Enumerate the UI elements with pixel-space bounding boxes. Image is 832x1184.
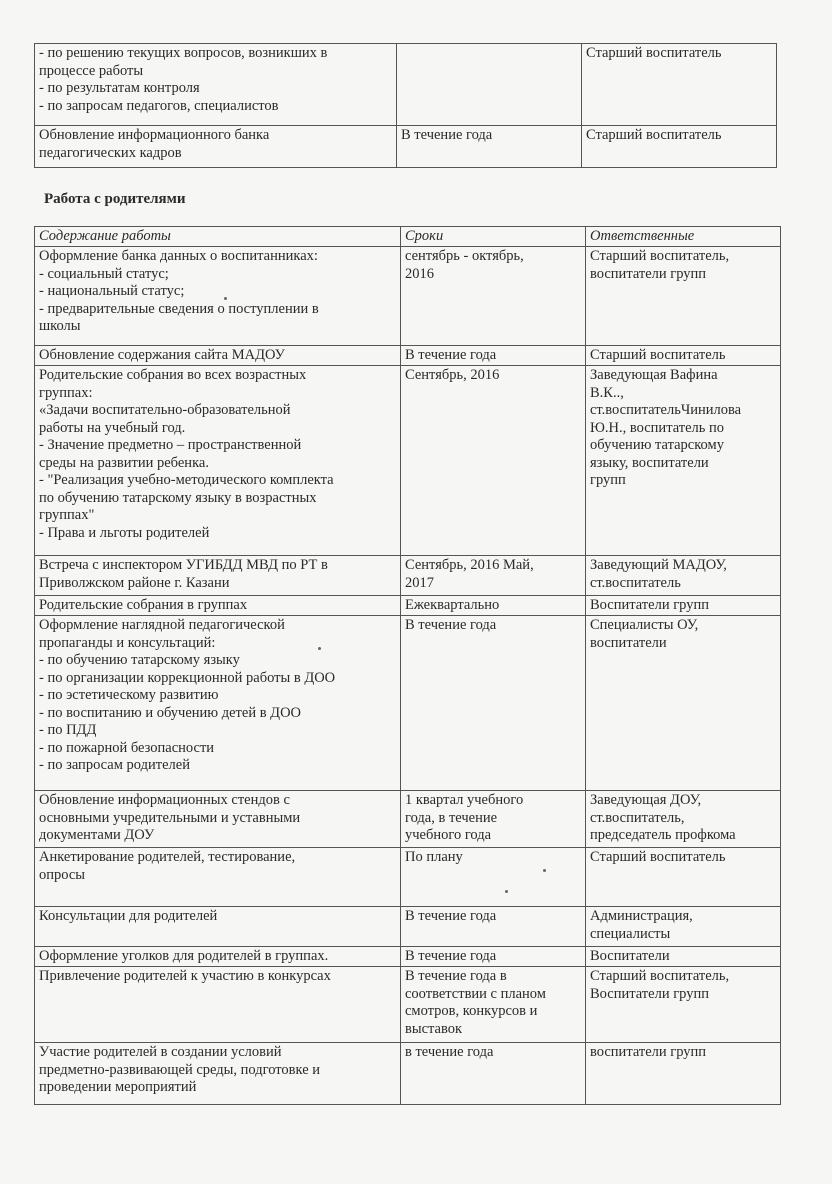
responsible-cell: Старший воспитатель <box>586 346 781 366</box>
scan-speck <box>543 869 546 872</box>
table-row <box>35 556 781 596</box>
table-row <box>35 1043 781 1105</box>
scan-speck <box>318 647 321 650</box>
responsible-cell: Старший воспитатель, воспитатели групп <box>586 247 781 346</box>
table-row <box>35 791 781 848</box>
table-row <box>35 596 781 616</box>
content-cell: Обновление содержания сайта МАДОУ <box>35 346 401 366</box>
content-cell: Оформление уголков для родителей в группах. <box>35 947 401 967</box>
term-cell: в течение года <box>401 1043 586 1105</box>
table-row <box>35 366 781 556</box>
content-cell: Родительские собрания во всех возрастных группах: «Задачи воспитательно-образовательной работы на учебный год. - Значение предметно – пространственной среды на развитии ребенка. - "Реализация учебно-методического комплекта по обучению татарскому языку в возрастных группах" - Права и льготы родителей <box>35 366 401 556</box>
responsible-cell: Заведующий МАДОУ, ст.воспитатель <box>586 556 781 596</box>
content-cell: Родительские собрания в группах <box>35 596 401 616</box>
content-cell: Анкетирование родителей, тестирование, опросы <box>35 848 401 907</box>
term-cell <box>397 44 582 126</box>
content-cell: Оформление банка данных о воспитанниках: - социальный статус; - национальный статус; - предварительные сведения о поступлении в школы <box>35 247 401 346</box>
table-header-row <box>35 227 781 247</box>
table-row <box>35 848 781 907</box>
term-cell: Ежеквартально <box>401 596 586 616</box>
term-cell: В течение года <box>397 126 582 168</box>
term-cell: сентябрь - октябрь, 2016 <box>401 247 586 346</box>
responsible-cell: воспитатели групп <box>586 1043 781 1105</box>
term-cell: В течение года <box>401 947 586 967</box>
responsible-cell: Старший воспитатель <box>582 126 777 168</box>
section-title: Работа с родителями <box>44 191 186 207</box>
term-cell: В течение года в соответствии с планом смотров, конкурсов и выставок <box>401 967 586 1043</box>
term-cell: Сентябрь, 2016 Май, 2017 <box>401 556 586 596</box>
header-responsible: Ответственные <box>586 227 781 247</box>
term-cell: В течение года <box>401 346 586 366</box>
table-row <box>35 247 781 346</box>
header-term: Сроки <box>401 227 586 247</box>
header-content: Содержание работы <box>35 227 401 247</box>
table-row <box>35 907 781 947</box>
table-row <box>35 616 781 791</box>
content-cell: - по решению текущих вопросов, возникших в процессе работы - по результатам контроля - по запросам педагогов, специалистов <box>35 44 397 126</box>
content-cell: Оформление наглядной педагогической пропаганды и консультаций: - по обучению татарскому языку - по организации коррекционной работы в ДОО - по эстетическому развитию - по воспитанию и обучению детей в ДОО - по ПДД - по пожарной безопасности - по запросам родителей <box>35 616 401 791</box>
scan-speck <box>505 890 508 893</box>
responsible-cell: Заведующая ДОУ, ст.воспитатель, председатель профкома <box>586 791 781 848</box>
content-cell: Встреча с инспектором УГИБДД МВД по РТ в Приволжском районе г. Казани <box>35 556 401 596</box>
term-cell: Сентябрь, 2016 <box>401 366 586 556</box>
content-cell: Привлечение родителей к участию в конкурсах <box>35 967 401 1043</box>
table-row <box>35 967 781 1043</box>
scan-speck <box>224 297 227 300</box>
content-cell: Обновление информационного банка педагогических кадров <box>35 126 397 168</box>
table-row <box>35 346 781 366</box>
table-row <box>35 126 777 168</box>
responsible-cell: Старший воспитатель, Воспитатели групп <box>586 967 781 1043</box>
responsible-cell: Специалисты ОУ, воспитатели <box>586 616 781 791</box>
term-cell: По плану <box>401 848 586 907</box>
table-row <box>35 947 781 967</box>
top-table <box>34 43 777 168</box>
responsible-cell: Старший воспитатель <box>586 848 781 907</box>
responsible-cell: Старший воспитатель <box>582 44 777 126</box>
parents-work-table <box>34 226 781 1105</box>
term-cell: В течение года <box>401 907 586 947</box>
content-cell: Обновление информационных стендов с основными учредительными и уставными документами ДОУ <box>35 791 401 848</box>
content-cell: Консультации для родителей <box>35 907 401 947</box>
responsible-cell: Воспитатели групп <box>586 596 781 616</box>
table-row <box>35 44 777 126</box>
responsible-cell: Воспитатели <box>586 947 781 967</box>
content-cell: Участие родителей в создании условий предметно-развивающей среды, подготовке и проведении мероприятий <box>35 1043 401 1105</box>
term-cell: 1 квартал учебного года, в течение учебного года <box>401 791 586 848</box>
responsible-cell: Администрация, специалисты <box>586 907 781 947</box>
term-cell: В течение года <box>401 616 586 791</box>
responsible-cell: Заведующая Вафина В.К.., ст.воспитательЧинилова Ю.Н., воспитатель по обучению татарскому языку, воспитатели групп <box>586 366 781 556</box>
